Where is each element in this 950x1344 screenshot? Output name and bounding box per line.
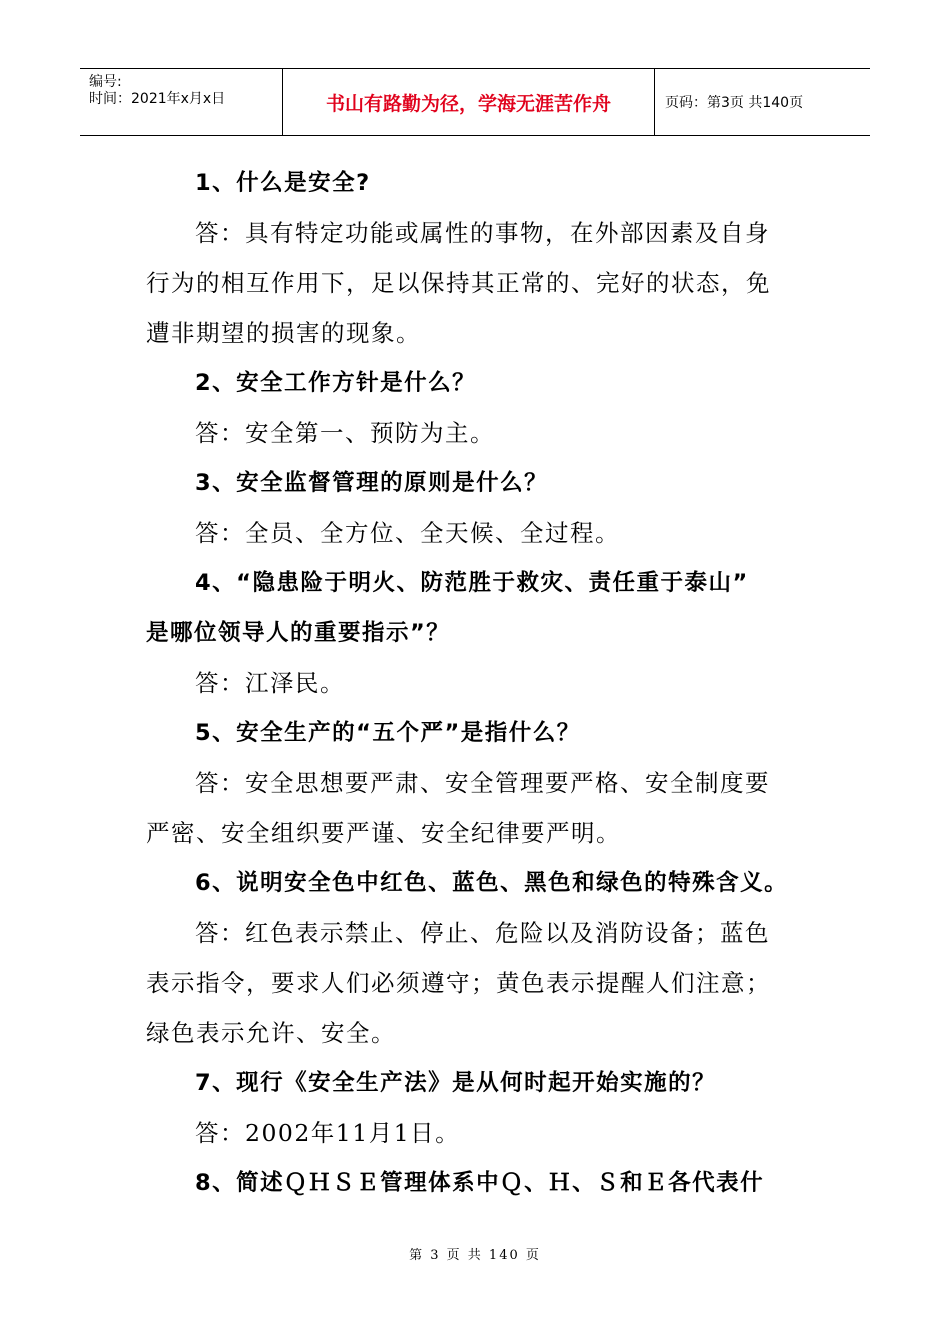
answer-line: 绿色表示允许、安全。: [146, 1019, 396, 1047]
answer-line: 答：安全第一、预防为主。: [195, 419, 495, 447]
answer-line: 遭非期望的损害的现象。: [146, 319, 421, 347]
document-body: [146, 158, 811, 1208]
question-line: 8、简述ＱＨＳＥ管理体系中Ｑ、Ｈ、Ｓ和Ｅ各代表什: [195, 1170, 765, 1196]
answer-line: 行为的相互作用下，足以保持其正常的、完好的状态，免: [146, 269, 771, 297]
page-footer: 第 3 页 共 140 页: [409, 1248, 541, 1263]
question-line: 2、安全工作方针是什么？: [195, 370, 477, 396]
document-header: [80, 68, 870, 136]
number-label: 编号:: [89, 74, 122, 90]
question-line: 是哪位领导人的重要指示”？: [146, 620, 451, 646]
question-line: 6、说明安全色中红色、蓝色、黑色和绿色的特殊含义。: [195, 870, 789, 896]
answer-line: 答：红色表示禁止、停止、危险以及消防设备；蓝色: [195, 919, 770, 947]
answer-line: 答：江泽民。: [195, 669, 345, 697]
answer-line: 答：全员、全方位、全天候、全过程。: [195, 519, 620, 547]
question-line: 5、安全生产的“五个严”是指什么？: [195, 720, 581, 746]
answer-line: 严密、安全组织要严谨、安全纪律要严明。: [146, 819, 621, 847]
header-slogan-cell: [283, 69, 655, 135]
answer-line: 表示指令，要求人们必须遵守；黄色表示提醒人们注意；: [146, 969, 771, 997]
answer-line: 答：安全思想要严肃、安全管理要严格、安全制度要: [195, 769, 770, 797]
slogan: 书山有路勤为径，学海无涯苦作舟: [325, 92, 611, 115]
question-line: 7、现行《安全生产法》是从何时起开始实施的？: [195, 1070, 717, 1096]
answer-line: 答：具有特定功能或属性的事物，在外部因素及自身: [195, 219, 770, 247]
header-page-cell: [655, 69, 870, 135]
answer-line: 答：2002年11月1日。: [195, 1119, 461, 1147]
question-line: 3、安全监督管理的原则是什么？: [195, 470, 549, 496]
question-line: 4、“隐患险于明火、防范胜于救灾、责任重于泰山”: [195, 570, 749, 596]
time-label: 时间：2021年x月x日: [89, 91, 226, 107]
question-line: 1、什么是安全?: [195, 170, 371, 196]
header-meta-cell: [80, 69, 283, 135]
page-label: 页码：第3页 共140页: [665, 95, 804, 111]
